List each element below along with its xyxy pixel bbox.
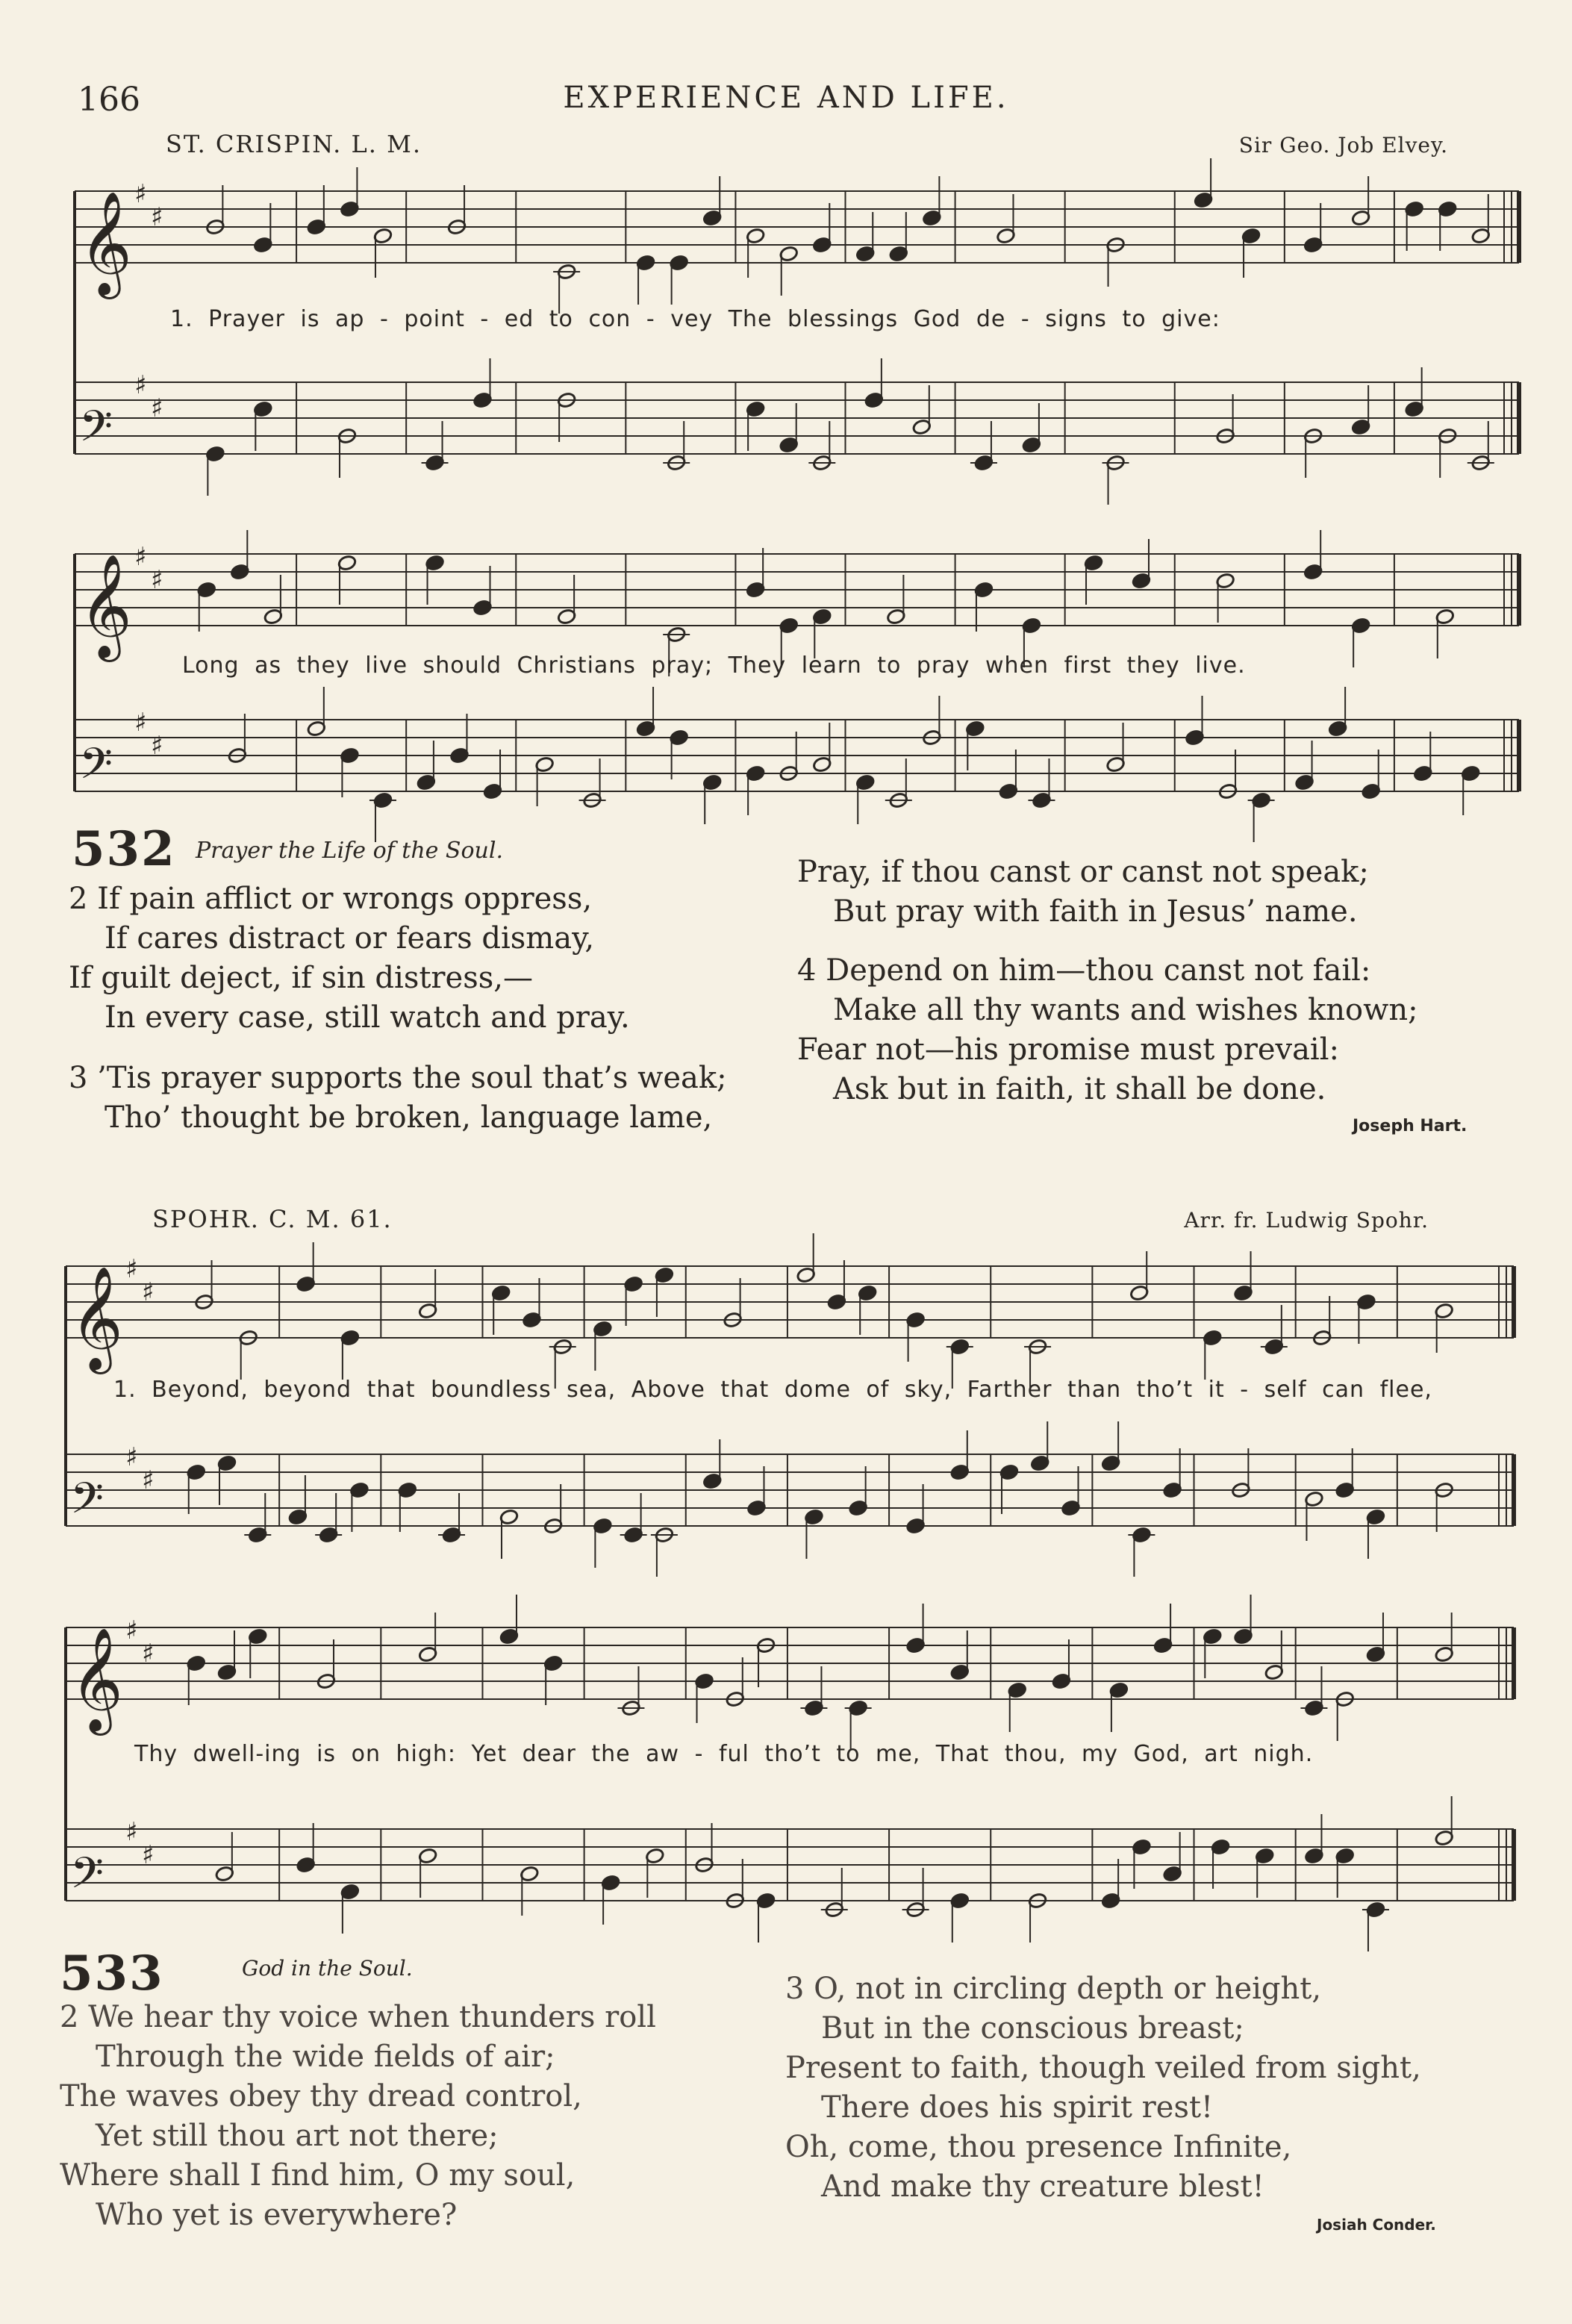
sharp-icon: ♯	[151, 393, 163, 423]
verse-line: 3 O, not in circling depth or height,	[785, 1972, 1322, 2006]
verse-line: In every case, still watch and pray.	[105, 1000, 630, 1035]
staff	[66, 1595, 1514, 1750]
composer-spohr: Arr. fr. Ludwig Spohr.	[1184, 1208, 1429, 1233]
sharp-icon: ♯	[134, 370, 147, 400]
tune-title-st-crispin: ST. CRISPIN. L. M.	[166, 130, 422, 158]
hymn-title-533: God in the Soul.	[242, 1956, 413, 1981]
verse-line: Oh, come, thou presence Infinite,	[785, 2130, 1292, 2164]
sharp-icon: ♯	[151, 731, 163, 761]
sharp-icon: ♯	[125, 1442, 138, 1472]
author-532: Joseph Hart.	[1353, 1117, 1467, 1135]
sharp-icon: ♯	[142, 1639, 155, 1669]
verse-line: But pray with faith in Jesus’ name.	[833, 894, 1358, 929]
bass-clef-icon: 𝄢	[79, 738, 113, 800]
lyric-line-2: Long as they live should Christians pray; They learn to pray when first they live.	[182, 652, 1246, 679]
verse-line: Through the wide fields of air;	[96, 2040, 555, 2074]
verse-line: 2 We hear thy voice when thunders roll	[60, 2000, 656, 2034]
verse-line: If guilt deject, if sin distress,—	[69, 961, 533, 995]
treble-clef-icon: 𝄞	[79, 554, 132, 658]
sharp-icon: ♯	[142, 1277, 155, 1307]
verse-line: 4 Depend on him—thou canst not fail:	[797, 953, 1371, 988]
bass-clef-icon: 𝄢	[70, 1473, 105, 1534]
verse-line: But in the conscious breast;	[821, 2011, 1244, 2046]
verse-line: 2 If pain afflict or wrongs oppress,	[69, 882, 593, 916]
verse-line: 3 ’Tis prayer supports the soul that’s weak;	[69, 1061, 727, 1095]
verse-532-4	[797, 951, 1418, 1109]
treble-clef-icon: 𝄞	[70, 1627, 123, 1731]
sharp-icon: ♯	[151, 202, 163, 232]
verse-533-3	[785, 1969, 1421, 2207]
lyric-line-3: 1. Beyond, beyond that boundless sea, Above that dome of sky, Farther than tho’t it - self can flee,	[113, 1377, 1432, 1403]
staff	[66, 1796, 1514, 1951]
staff	[75, 687, 1519, 842]
tune-title-spohr: SPOHR. C. M. 61.	[152, 1205, 393, 1233]
verse-line: If cares distract or fears dismay,	[105, 921, 595, 956]
sharp-icon: ♯	[125, 1816, 138, 1847]
verse-532-3b	[797, 853, 1369, 932]
page-number: 166	[78, 81, 140, 119]
verse-line: The waves obey thy dread control,	[60, 2079, 582, 2113]
staff	[66, 1233, 1514, 1389]
verse-line: Who yet is everywhere?	[96, 2198, 458, 2232]
music-system-4	[66, 1605, 1514, 1941]
lyric-line-1: 1. Prayer is ap - point - ed to con - vey The blessings God de - signs to give:	[170, 306, 1220, 332]
verse-line: And make thy creature blest!	[821, 2169, 1264, 2204]
hymn-number-532: 532	[72, 821, 176, 877]
verse-533-2	[60, 1998, 656, 2235]
author-533: Josiah Conder.	[1317, 2216, 1436, 2234]
staff	[66, 1421, 1514, 1577]
hymn-title-532: Prayer the Life of the Soul.	[196, 838, 504, 864]
sharp-icon: ♯	[134, 707, 147, 738]
verse-line: Fear not—his promise must prevail:	[797, 1032, 1339, 1067]
running-title: EXPERIENCE AND LIFE.	[563, 81, 1009, 115]
treble-clef-icon: 𝄞	[79, 191, 132, 295]
treble-clef-icon: 𝄞	[70, 1266, 123, 1370]
verse-line: Pray, if thou canst or canst not speak;	[797, 855, 1369, 889]
verse-532-3a	[69, 1059, 727, 1138]
music-system-1	[75, 179, 1519, 485]
hymn-number-533: 533	[60, 1946, 164, 2001]
staff	[75, 358, 1519, 505]
verse-line: There does his spirit rest!	[821, 2090, 1214, 2125]
lyric-line-4: Thy dwell-ing is on high: Yet dear the aw - ful tho’t to me, That thou, my God, art nigh.	[134, 1741, 1314, 1767]
sharp-icon: ♯	[125, 1253, 138, 1284]
sharp-icon: ♯	[151, 565, 163, 595]
sharp-icon: ♯	[125, 1615, 138, 1645]
sharp-icon: ♯	[134, 178, 147, 209]
page-header	[0, 81, 1572, 125]
music-system-3	[66, 1239, 1514, 1568]
sharp-icon: ♯	[142, 1465, 155, 1495]
bass-clef-icon: 𝄢	[79, 401, 113, 462]
bass-clef-icon: 𝄢	[70, 1848, 105, 1909]
verse-line: Make all thy wants and wishes known;	[833, 993, 1418, 1027]
verse-line: Tho’ thought be broken, language lame,	[105, 1100, 713, 1135]
staff	[75, 158, 1519, 314]
composer-elvey: Sir Geo. Job Elvey.	[1238, 133, 1448, 158]
verse-line: Present to faith, though veiled from sight,	[785, 2051, 1421, 2085]
verse-line: Ask but in faith, it shall be done.	[833, 1072, 1326, 1106]
verse-line: Yet still thou art not there;	[96, 2119, 499, 2153]
sharp-icon: ♯	[142, 1840, 155, 1870]
verse-532-2	[69, 879, 630, 1038]
sharp-icon: ♯	[134, 541, 147, 572]
verse-line: Where shall I find him, O my soul,	[60, 2158, 576, 2193]
